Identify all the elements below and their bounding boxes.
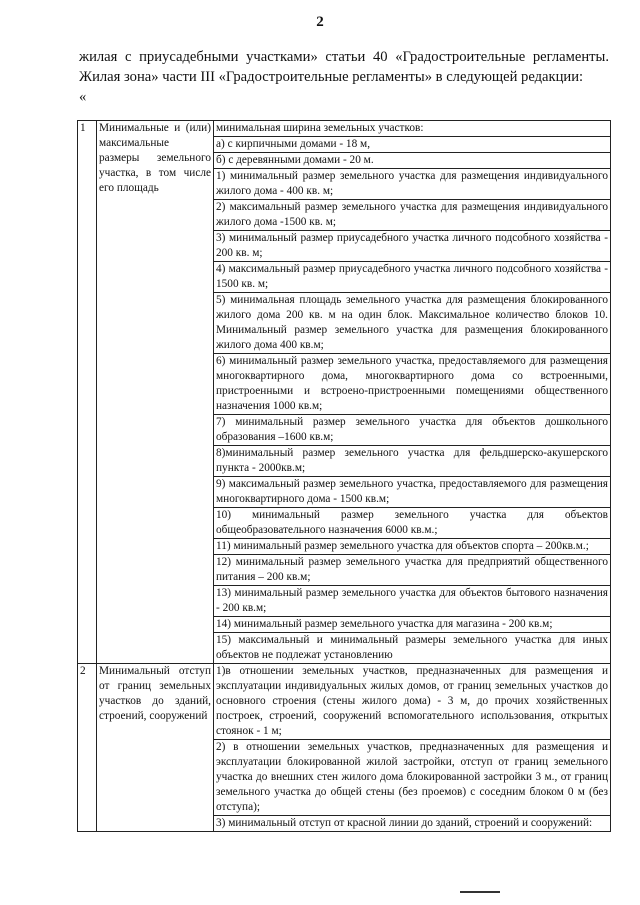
parameter-text: Минимальный отступ от границ земельных участков до зданий, строений, сооружений: [99, 665, 211, 722]
parameter-values: [214, 121, 611, 664]
value-line: 7) минимальный размер земельного участка для объектов дошкольного образования –1600 кв.м;: [214, 415, 610, 446]
parameter-text: Минимальные и (или) максимальные размеры земельного участка, в том числе его площадь: [99, 122, 211, 194]
parameter-name: [97, 664, 214, 832]
value-line: 14) минимальный размер земельного участка для магазина - 200 кв.м;: [214, 617, 610, 633]
value-line: 6) минимальный размер земельного участка, предоставляемого для размещения многоквартирного дома, многоквартирного дома со встроенными, пристроенными и встроено-пристроенными помещениями общественного назначения 1000 кв.м;: [214, 354, 610, 415]
intro-line-1: жилая с приусадебными участками» статьи 40 «Градостроительные регламенты.: [79, 49, 609, 65]
value-line: 3) минимальный отступ от красной линии до зданий, строений и сооружений:: [216, 817, 593, 829]
intro-paragraph: [79, 47, 609, 107]
value-line: 10) минимальный размер земельного участка для объектов общеобразовательного назначения 6000 кв.м.;: [214, 508, 610, 539]
value-line: 1)в отношении земельных участков, предназначенных для размещения и эксплуатации индивидуальных жилых домов, от границ земельных участков до основного строения (стены жилого дома) - 3 м, до прочих хозяйственных построек, строений, сооружений вспомогательного использования, открытых стоянок - 1 м;: [214, 664, 610, 740]
page-number: 2: [316, 14, 324, 30]
value-line: 11) минимальный размер земельного участка для объектов спорта – 200кв.м.;: [214, 539, 610, 555]
table-row: [78, 664, 611, 832]
row-number: 2: [78, 664, 97, 832]
value-line: 2) в отношении земельных участков, предназначенных для размещения и эксплуатации блокированной жилой застройки, отступ от границ земельного участка до внешних стен жилого дома блокированной застройки 3 м., от границ земельного участка до общей стены (без проемов) с соседним блоком 0 м (без отступа);: [214, 740, 610, 816]
intro-opening-quote: «: [79, 89, 87, 105]
page-bottom-mark: [460, 891, 500, 893]
value-line: 13) минимальный размер земельного участка для объектов бытового назначения - 200 кв.м;: [214, 586, 610, 617]
intro-line-2: Жилая зона» части III «Градостроительные регламенты» в следующей редакции:: [79, 69, 584, 85]
value-line: б) с деревянными домами - 20 м.: [214, 153, 610, 169]
value-line: 5) минимальная площадь земельного участка для размещения блокированного жилого дома 200 кв. м на один блок. Максимальное количество блоков 10. Минимальный размер земельного участка для размещения блокированного жилого дома 400 кв.м;: [214, 293, 610, 354]
value-line: 3) минимальный размер приусадебного участка личного подсобного хозяйства - 200 кв. м;: [214, 231, 610, 262]
row-number: 1: [78, 121, 97, 664]
table-row: [78, 121, 611, 664]
parameter-values: [214, 664, 611, 832]
value-line: 9) максимальный размер земельного участка, предоставляемого для размещения многоквартирного дома - 1500 кв.м;: [214, 477, 610, 508]
value-line: 8)минимальный размер земельного участка для фельдшерско-акушерского пункта - 2000кв.м;: [214, 446, 610, 477]
parameter-name: [97, 121, 214, 664]
value-line: минимальная ширина земельных участков:: [214, 121, 610, 137]
value-line: 15) максимальный и минимальный размеры земельного участка для иных объектов не подлежат установлению: [216, 634, 608, 661]
value-line: 4) максимальный размер приусадебного участка личного подсобного хозяйства - 1500 кв. м;: [214, 262, 610, 293]
value-line: 2) максимальный размер земельного участка для размещения индивидуального жилого дома -1500 кв. м;: [214, 200, 610, 231]
value-line: 1) минимальный размер земельного участка для размещения индивидуального жилого дома - 400 кв. м;: [214, 169, 610, 200]
value-line: а) с кирпичными домами - 18 м,: [214, 137, 610, 153]
regulations-table: [77, 120, 611, 832]
value-line: 12) минимальный размер земельного участка для предприятий общественного питания – 200 кв.м;: [214, 555, 610, 586]
